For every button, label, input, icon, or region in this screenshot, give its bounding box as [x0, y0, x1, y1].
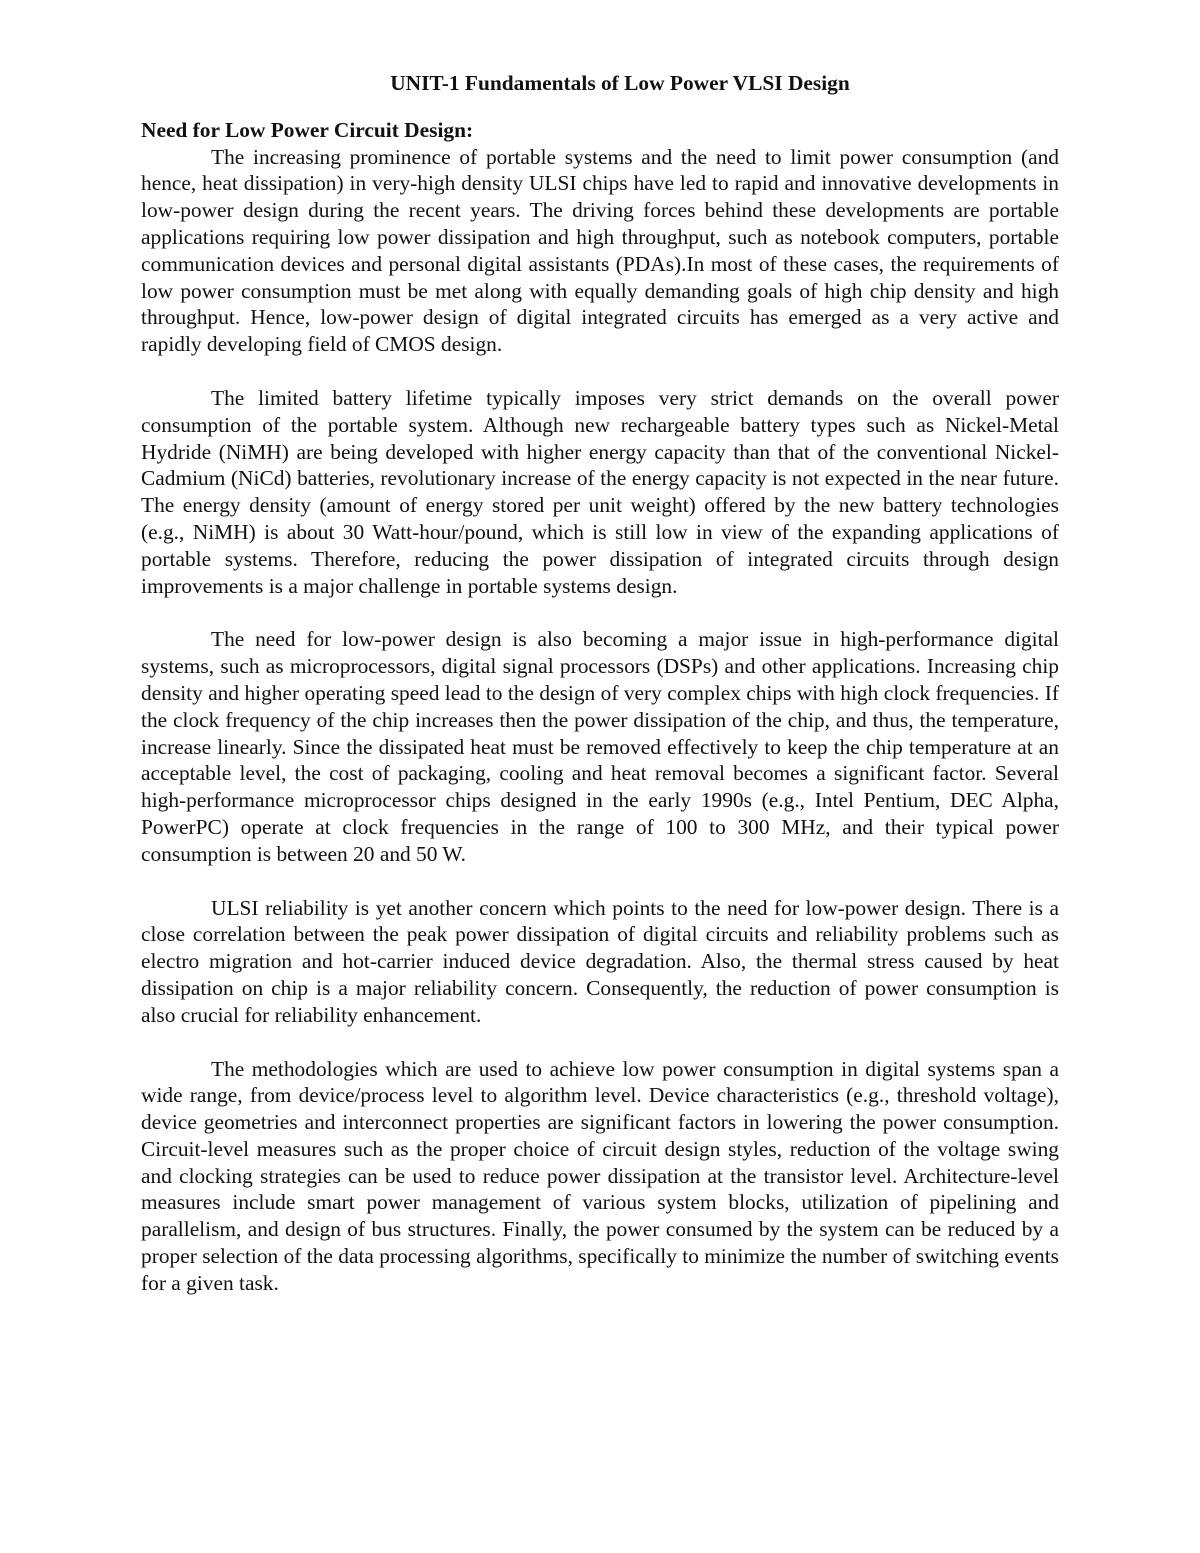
document-title: UNIT-1 Fundamentals of Low Power VLSI Design — [390, 71, 850, 95]
document-page — [141, 70, 1059, 1297]
paragraph-4: ULSI reliability is yet another concern which points to the need for low-power design. There is a close correlation between the peak power dissipation of digital circuits and reliability problems such as electro migration and hot-carrier induced device degradation. Also, the thermal stress caused by heat dissipation on chip is a major reliability concern. Consequently, the reduction of power consumption is also crucial for reliability enhancement. — [141, 895, 1059, 1027]
paragraph-2: The limited battery lifetime typically imposes very strict demands on the overall power consumption of the portable system. Although new rechargeable battery types such as Nickel-Metal Hydride (NiMH) are being developed with higher energy capacity than that of the conventional Nickel-Cadmium (NiCd) batteries, revolutionary increase of the energy capacity is not expected in the near future. The energy density (amount of energy stored per unit weight) offered by the new battery technologies (e.g., NiMH) is about 30 Watt-hour/pound, which is still low in view of the expanding applications of portable systems. Therefore, reducing the power dissipation of integrated circuits through design improvements is a major challenge in portable systems design. — [141, 385, 1059, 598]
paragraph-3: The need for low-power design is also becoming a major issue in high-performance digital systems, such as microprocessors, digital signal processors (DSPs) and other applications. Increasing chip density and higher operating speed lead to the design of very complex chips with high clock frequencies. If the clock frequency of the chip increases then the power dissipation of the chip, and thus, the temperature, increase linearly. Since the dissipated heat must be removed effectively to keep the chip temperature at an acceptable level, the cost of packaging, cooling and heat removal becomes a significant factor. Several high-performance microprocessor chips designed in the early 1990s (e.g., Intel Pentium, DEC Alpha, PowerPC) operate at clock frequencies in the range of 100 to 300 MHz, and their typical power consumption is between 20 and 50 W. — [141, 627, 1059, 866]
paragraph-1: The increasing prominence of portable systems and the need to limit power consumption (and hence, heat dissipation) in very-high density ULSI chips have led to rapid and innovative developments in low-power design during the recent years. The driving forces behind these developments are portable applications requiring low power dissipation and high throughput, such as notebook computers, portable communication devices and personal digital assistants (PDAs).In most of these cases, the requirements of low power consumption must be met along with equally demanding goals of high chip density and high throughput. Hence, low-power design of digital integrated circuits has emerged as a very active and rapidly developing field of CMOS design. — [141, 144, 1059, 357]
paragraph-5: The methodologies which are used to achieve low power consumption in digital systems span a wide range, from device/process level to algorithm level. Device characteristics (e.g., threshold voltage), device geometries and interconnect properties are significant factors in lowering the power consumption. Circuit-level measures such as the proper choice of circuit design styles, reduction of the voltage swing and clocking strategies can be used to reduce power dissipation at the transistor level. Architecture-level measures include smart power management of various system blocks, utilization of pipelining and parallelism, and design of bus structures. Finally, the power consumed by the system can be reduced by a proper selection of the data processing algorithms, specifically to minimize the number of switching events for a given task. — [141, 1056, 1059, 1295]
section-heading: Need for Low Power Circuit Design: — [141, 117, 474, 142]
